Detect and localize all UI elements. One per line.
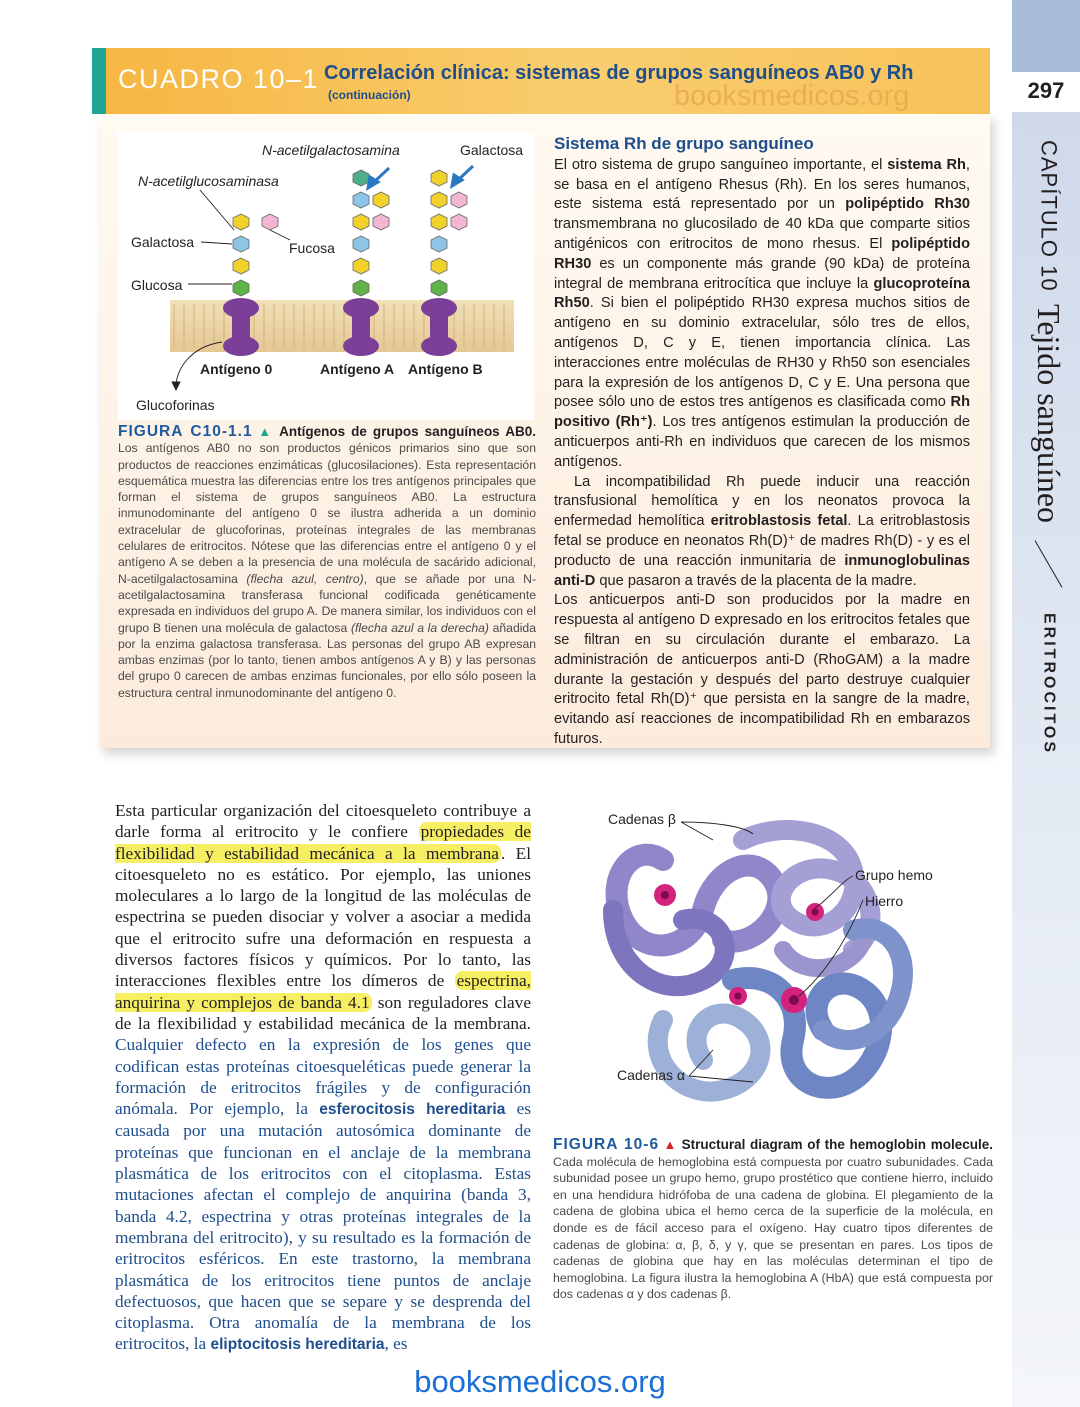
- label-cadenas-beta: Cadenas β: [608, 811, 676, 827]
- label-galactosa: Galactosa: [131, 234, 195, 250]
- caption-italic: (flecha azul a la derecha): [350, 620, 489, 635]
- text-run: La incompatibilidad Rh puede inducir una reacción transfusional hemolítica y en los neonatos provoca la enfermedad hemolítica: [554, 473, 970, 530]
- text-run: que pasaron a través de la placenta de la madre.: [595, 572, 917, 589]
- running-head-divider: [1035, 540, 1063, 587]
- figure-c10-1-1-caption: [118, 424, 536, 701]
- bold-term: sistema Rh: [887, 156, 966, 173]
- running-head-title: Tejido sanguíneo: [1031, 303, 1067, 523]
- caption-text: , que se añade por una N-acetilgalactosamina transferasa funcional codificada genéticamente expresada en individuos del grupo A. De manera similar, los individuos con el grupo B tienen una molécula de galactosa: [118, 571, 537, 635]
- clinical-box-accent: [92, 48, 106, 114]
- caption-head: FIGURA 10-6: [553, 1136, 660, 1153]
- text-run: . La eritroblastosis fetal se produce en neonatos Rh(D)⁺ de madres Rh(D) - y es el producto de una reacción inmunitaria de: [554, 513, 970, 569]
- blue-text: , es: [384, 1334, 408, 1354]
- text-run: son reguladores clave de la flexibilidad y estabilidad mecánica de la membrana.: [115, 992, 531, 1033]
- box-subtitle: (continuación): [328, 88, 411, 102]
- text-run: . El citoesqueleto no es estático. Por ejemplo, las uniones moleculares a lo largo de la longitud de las moléculas de espectrina se pueden disociar y volver a asociar a medida que el eritrocito sufre una deformación en respuesta a diversos factores físicos y químicos. Por lo tanto, las interacciones flexibles entre los dímeros de: [115, 843, 531, 991]
- bold-term: esferocitosis hereditaria: [319, 1101, 506, 1119]
- body-text: [115, 800, 531, 1356]
- highlighted-text: propiedades de flexibilidad y estabilidad mecánica a la membrana: [115, 822, 531, 863]
- label-glucoforinas: Glucoforinas: [136, 397, 215, 413]
- label-galactosa-top: Galactosa: [460, 142, 524, 158]
- margin-tab: [1012, 0, 1080, 72]
- triangle-icon: ▲: [663, 1137, 678, 1152]
- antigen-0-chain: [233, 214, 278, 296]
- label-fucosa: Fucosa: [289, 240, 335, 256]
- antigen-a-chain: [353, 170, 389, 296]
- label-n-acetilgalactosamina: N-acetilgalactosamina: [262, 142, 400, 158]
- box-title: Correlación clínica: sistemas de grupos sanguíneos AB0 y Rh: [324, 62, 914, 84]
- rh-section: [554, 134, 970, 750]
- bold-term: polipéptido Rh30: [845, 196, 970, 213]
- bold-term: glucoproteína Rh50: [554, 275, 970, 312]
- running-head-section: ERITROCITOS: [1040, 612, 1058, 755]
- abo-antigen-figure: [118, 132, 534, 420]
- running-head: [1030, 140, 1067, 755]
- caption-italic: (flecha azul, centro): [246, 571, 364, 586]
- bold-term: Rh positivo (Rh⁺): [554, 394, 970, 431]
- box-label: CUADRO 10–1: [118, 64, 320, 94]
- text-run: transmembrana no glucosilado de 40 kDa que comparte sitios antigénicos con eritrocitos de mono rhesus. El: [554, 216, 970, 252]
- beta-chain-2b: [783, 940, 863, 968]
- text-run: Esta particular organización del citoesqueleto contribuye a darle forma al eritrocito y le confiere: [115, 801, 531, 842]
- page-number: 297: [1027, 78, 1065, 103]
- label-antigeno-0: Antígeno 0: [200, 361, 273, 377]
- blue-text: Cualquier defecto en la expresión de los genes que codifican estas proteínas citoesqueléticas puede generar la formación de eritrocitos frágiles y de configuración anómala. Por ejemplo, la: [115, 1035, 531, 1119]
- caption-title: Antígenos de grupos sanguíneos AB0.: [279, 424, 536, 439]
- hemoglobin-figure: [553, 800, 993, 1130]
- highlighted-text: espectrina, anquirina y complejos de banda 4.1: [115, 971, 531, 1012]
- label-antigeno-b: Antígeno B: [408, 361, 483, 377]
- bold-term: inmunoglobulinas anti-D: [554, 552, 970, 589]
- caption-text: Cada molécula de hemoglobina está compuesta por cuatro subunidades. Cada subunidad posee un grupo hemo, grupo prostético que contiene hierro, incluido en una hendidura hidrófoba de una cadena de globina. El plegamiento de la cadena de globina ubica el hemo cerca de la superficie de la molécula, en donde es de fácil acceso para el oxígeno. Hay cuatro tipos diferentes de cadenas de globina: α, β, δ, y γ, que se presentan en pares. Los tipos de cadenas de globina que hay en las moléculas determinan el tipo de hemoglobina. La figura ilustra la hemoglobina A (HbA) que está compuesta por dos cadenas α y dos cadenas β.: [553, 1154, 993, 1302]
- text-run: , se basa en el antígeno Rhesus (Rh). En los seres humanos, este sistema está representado por un: [554, 156, 970, 213]
- watermark-bottom: booksmedicos.org: [414, 1364, 666, 1399]
- blue-arrows: [368, 166, 473, 188]
- rh-heading: Sistema Rh de grupo sanguíneo: [554, 134, 814, 153]
- bold-term: polipéptido RH30: [554, 235, 970, 272]
- caption-text: Los antígenos AB0 no son productos génicos primarios sino que son productos de reacciones enzimáticas (glucosilaciones). Esta representación esquemática muestra las diferencias entre los tres antígenos principales que forman el sistema de grupos sanguíneos AB0. La estructura inmunodominante del antígeno 0 se ilustra adherida a un dominio extracelular de glucoforinas, proteínas integrales de las membranas celulares de eritrocitos. Nótese que las diferencias entre el antígeno 0 y el antígeno A se deben a la presencia de una molécula de sacárido adicional, N-acetilgalactosamina: [118, 441, 536, 586]
- caption-head: FIGURA C10-1.1: [118, 423, 253, 440]
- blue-text: es causada por una mutación autosómica dominante de proteínas que funcionan en el anclaje de la membrana plasmática de los eritrocitos con el citoplasma. Estas mutaciones afectan el complejo de anquirina (banda 3, banda 4.2, espectrina y otras proteínas integrales de la membrana del eritrocito), y su resultado es la formación de eritrocitos esféricos. En este trastorno, la membrana plasmática de los eritrocitos tiene puntos de anclaje defectuosos, que hacen que se separe y se desprenda del citoplasma. Otra anomalía de la membrana de los eritrocitos, la: [115, 1099, 531, 1354]
- bold-term: eliptocitosis hereditaria: [210, 1336, 385, 1354]
- text-run: El otro sistema de grupo sanguíneo importante, el: [554, 156, 888, 173]
- caption-title: Structural diagram of the hemoglobin molecule.: [681, 1137, 993, 1152]
- label-n-acetilglucosaminasa: N-acetilglucosaminasa: [138, 173, 279, 189]
- bold-term: eritroblastosis fetal: [710, 513, 848, 530]
- running-head-chapter: CAPÍTULO 10: [1036, 140, 1062, 292]
- watermark-top: booksmedicos.org: [674, 80, 910, 112]
- text-run: es un componente más grande (90 kDa) de proteína integral de membrana eritrocítica que incluye la: [554, 255, 970, 292]
- rh-paragraph-3: Los anticuerpos anti-D son producidos por la madre en respuesta al antígeno D expresado en los eritrocitos fetales que se filtran en su circulación durante el embarazo. La administración de anticuerpos anti-D (RhoGAM) a la madre durante la gestación y después del parto destruye cualquier eritrocito fetal Rh(D)⁺ que persista en la sangre de la madre, evitando así reacciones de incompatibilidad Rh en embarazos futuros.: [554, 592, 970, 747]
- antigen-b-chain: [431, 170, 467, 296]
- figure-10-6-caption: [553, 1137, 993, 1303]
- triangle-icon: ▲: [258, 424, 274, 439]
- cell-membrane: [170, 300, 514, 352]
- text-run: . Si bien el polipéptido RH30 expresa muchos sitios de antígeno en su dominio extracelular, sólo tres de ellos, antígenos D, C y E, tienen importancia clínica. Las interacciones entre moléculas de RH30 y Rh50 son esenciales para la expresión de los antígenos D, C y E. Una persona que posee sólo uno de estos tres antígenos es clasificada como: [554, 295, 970, 411]
- label-glucosa: Glucosa: [131, 277, 183, 293]
- label-cadenas-alpha: Cadenas α: [617, 1067, 686, 1083]
- caption-text: añadida por la enzima galactosa transferasa. Las personas del grupo AB expresan ambas enzimas (por lo tanto, tienen ambos antígenos A y B) y las personas del grupo 0 carecen de ambas enzimas funcionales, por ello sólo poseen la estructura central inmunodominante del antígeno 0.: [118, 620, 536, 700]
- beta-chain-1: [617, 855, 779, 946]
- text-run: . Los tres antígenos estimulan la producción de anticuerpos anti-Rh en individuos que carecen de los mismos antígenos.: [554, 414, 970, 470]
- label-grupo-hemo: Grupo hemo: [855, 867, 933, 883]
- label-antigeno-a: Antígeno A: [320, 361, 395, 377]
- rh-paragraph-2: [554, 473, 970, 592]
- rh-paragraph-1: [554, 156, 970, 473]
- label-hierro: Hierro: [865, 893, 904, 909]
